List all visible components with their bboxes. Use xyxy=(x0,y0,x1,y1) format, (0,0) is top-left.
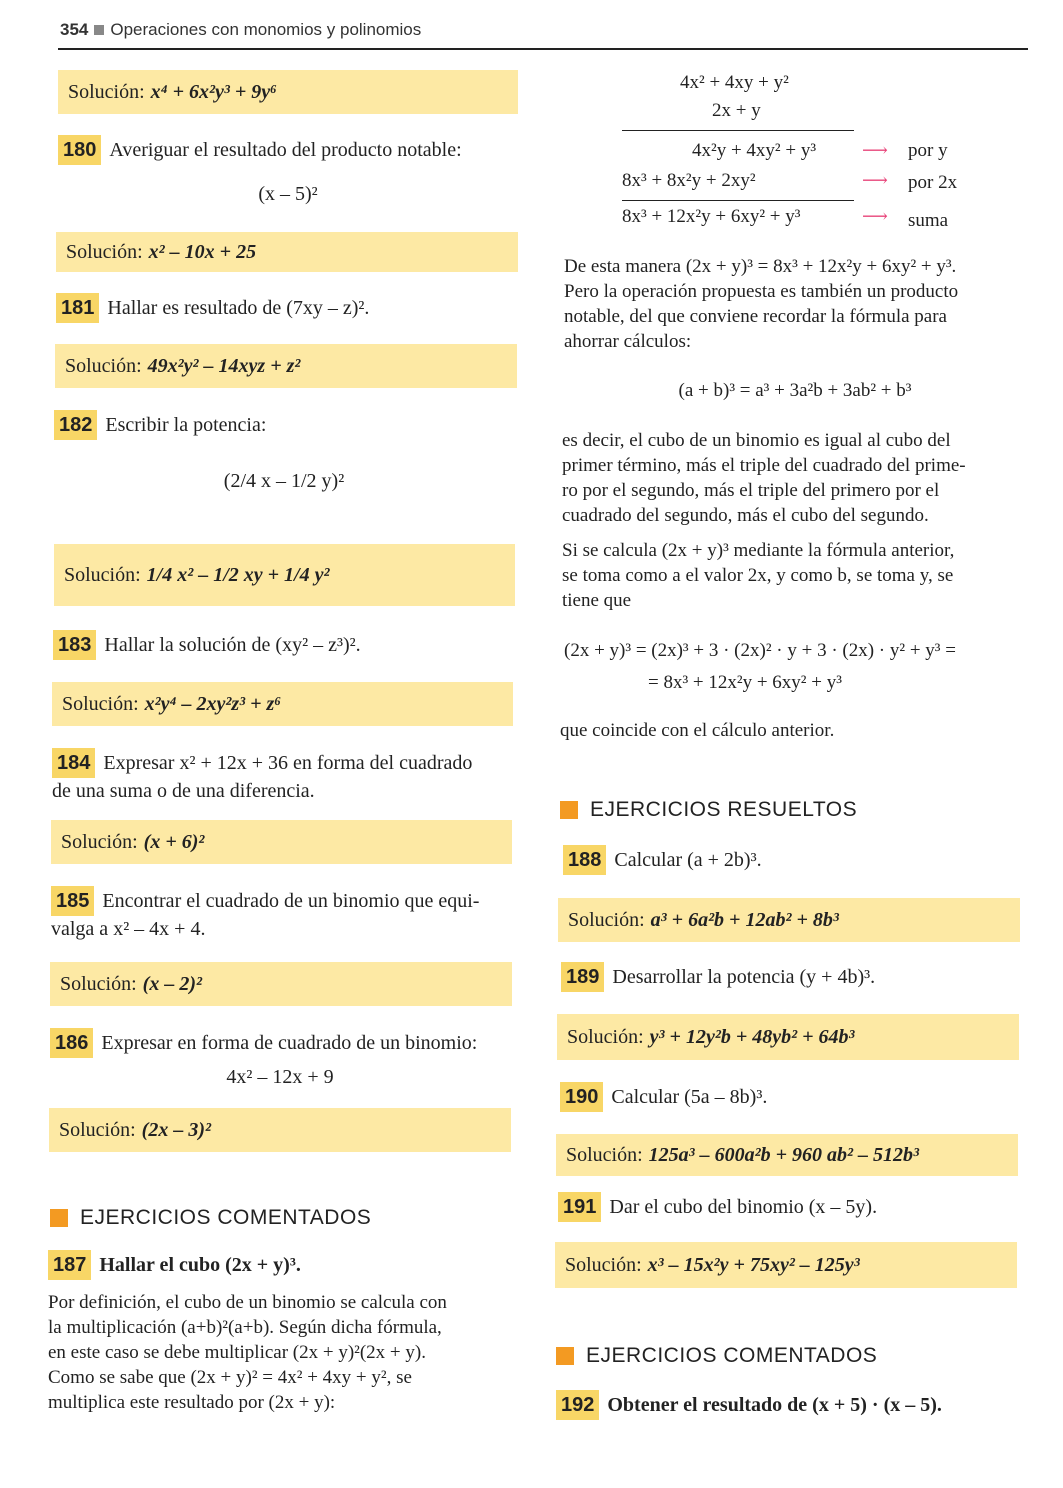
paragraph xyxy=(562,538,1024,613)
paragraph-line: primer término, más el triple del cuadrado del prime- xyxy=(562,455,966,476)
paragraph-line: la multiplicación (a+b)²(a+b). Según dicha fórmula, xyxy=(48,1317,442,1338)
solution-box xyxy=(555,1242,1017,1288)
paragraph-line: es decir, el cubo de un binomio es igual al cubo del xyxy=(562,430,951,451)
paragraph xyxy=(564,254,1026,354)
annotation: por y xyxy=(908,140,948,161)
exercise-expression: (2/4 x – 1/2 y)² xyxy=(223,470,345,492)
exercise-192 xyxy=(556,1390,1026,1420)
exercise-182 xyxy=(54,410,514,440)
solution-label: Solución: xyxy=(566,1143,643,1166)
exercise-text-continued: valga a x² – 4x + 4. xyxy=(51,918,206,940)
exercise-number: 187 xyxy=(48,1250,91,1280)
solution-box xyxy=(56,232,518,272)
exercise-number: 189 xyxy=(561,962,604,992)
solution-label: Solución: xyxy=(60,972,137,995)
solution-label: Solución: xyxy=(68,80,145,103)
exercise-number: 192 xyxy=(556,1390,599,1420)
section-title: EJERCICIOS RESUELTOS xyxy=(590,798,858,821)
exercise-number: 188 xyxy=(563,845,606,875)
paragraph-line: Si se calcula (2x + y)³ mediante la fórmula anterior, xyxy=(562,540,955,561)
sum-row: 8x³ + 12x²y + 6xy² + y³ xyxy=(622,206,801,227)
section-title: EJERCICIOS COMENTADOS xyxy=(586,1344,878,1367)
solution-box xyxy=(58,70,518,114)
solution-answer: (x + 6)² xyxy=(143,830,205,853)
solution-label: Solución: xyxy=(61,830,138,853)
exercise-183 xyxy=(53,630,513,660)
solution-box xyxy=(558,898,1020,942)
exercise-text: Hallar es resultado de (7xy – z)². xyxy=(107,297,370,319)
solution-answer: x⁴ + 6x²y³ + 9y⁶ xyxy=(150,80,278,103)
exercise-188 xyxy=(563,845,1023,875)
exercise-180 xyxy=(58,135,518,165)
exercise-text: Desarrollar la potencia (y + 4b)³. xyxy=(612,966,876,988)
solution-label: Solución: xyxy=(65,354,142,377)
exercise-number: 185 xyxy=(51,886,94,916)
arrow-icon: ⟶ xyxy=(862,140,888,160)
exercise-number: 181 xyxy=(56,293,99,323)
solution-box xyxy=(49,1108,511,1152)
exercise-text: Hallar la solución de (xy² – z³)². xyxy=(104,634,361,656)
exercise-191 xyxy=(558,1192,1018,1222)
annotation: por 2x xyxy=(908,172,958,193)
solution-answer: (2x – 3)² xyxy=(141,1118,211,1141)
exercise-186 xyxy=(50,1028,512,1058)
solution-box xyxy=(50,962,512,1006)
solution-box xyxy=(55,344,517,388)
exercise-text-continued: de una suma o de una diferencia. xyxy=(52,780,315,802)
paragraph-line: ahorrar cálculos: xyxy=(564,331,692,352)
solution-label: Solución: xyxy=(565,1253,642,1276)
solution-label: Solución: xyxy=(66,240,143,263)
annotation: suma xyxy=(908,210,949,231)
exercise-text: Encontrar el cuadrado de un binomio que equi- xyxy=(102,890,480,912)
paragraph-line: ro por el segundo, más el triple del primero por el xyxy=(562,480,940,501)
section-square-icon xyxy=(556,1347,574,1365)
paragraph-line: De esta manera (2x + y)³ = 8x³ + 12x²y + 6xy² + y³. xyxy=(564,256,957,277)
solution-answer: y³ + 12y²b + 48yb² + 64b³ xyxy=(649,1025,855,1048)
paragraph-line: en este caso se debe multiplicar (2x + y)²(2x + y). xyxy=(48,1342,426,1363)
paragraph: que coincide con el cálculo anterior. xyxy=(560,720,835,741)
solution-answer: x²y⁴ – 2xy²z³ + z⁶ xyxy=(144,692,282,715)
paragraph-line: multiplica este resultado por (2x + y): xyxy=(48,1392,336,1413)
solution-label: Solución: xyxy=(64,563,141,586)
paragraph-line: Pero la operación propuesta es también un producto xyxy=(564,281,959,302)
exercise-number: 191 xyxy=(558,1192,601,1222)
exercise-text: Dar el cubo del binomio (x – 5y). xyxy=(609,1196,878,1218)
solution-box xyxy=(52,682,513,726)
exercise-number: 190 xyxy=(560,1082,603,1112)
solution-box xyxy=(51,820,512,864)
exercise-184 xyxy=(52,748,514,804)
solution-answer: 125a³ – 600a²b + 960 ab² – 512b³ xyxy=(648,1143,920,1166)
exercise-expression: (x – 5)² xyxy=(258,183,318,205)
exercise-number: 184 xyxy=(52,748,95,778)
multiplier-row: 2x + y xyxy=(712,100,761,121)
exercise-number: 180 xyxy=(58,135,101,165)
exercise-185 xyxy=(51,886,513,942)
paragraph-line: tiene que xyxy=(562,590,632,611)
paragraph-line: notable, del que conviene recordar la fórmula para xyxy=(564,306,947,327)
section-heading xyxy=(556,1344,877,1368)
exercise-text: Expresar en forma de cuadrado de un binomio: xyxy=(101,1032,478,1054)
exercise-text: Averiguar el resultado del producto notable: xyxy=(109,139,462,161)
binomial-cube-formula: (a + b)³ = a³ + 3a²b + 3ab² + b³ xyxy=(678,380,912,401)
paragraph-line: se toma como a el valor 2x, y como b, se toma y, se xyxy=(562,565,954,586)
exercise-text: Escribir la potencia: xyxy=(105,414,267,436)
section-square-icon xyxy=(560,801,578,819)
equation-line: = 8x³ + 12x²y + 6xy² + y³ xyxy=(648,672,842,693)
exercise-title: Hallar el cubo (2x + y)³. xyxy=(99,1254,301,1276)
equation-line: (2x + y)³ = (2x)³ + 3 · (2x)² · y + 3 · (2x) · y² + y³ = xyxy=(564,640,956,661)
partial-product-row: 8x³ + 8x²y + 2xy² xyxy=(622,170,756,191)
explanation-paragraph xyxy=(48,1290,510,1415)
solution-label: Solución: xyxy=(567,1025,644,1048)
exercise-text: Calcular (5a – 8b)³. xyxy=(611,1086,768,1108)
section-title: EJERCICIOS COMENTADOS xyxy=(80,1206,372,1229)
solution-box xyxy=(54,544,515,606)
exercise-number: 182 xyxy=(54,410,97,440)
paragraph xyxy=(562,428,1024,528)
solution-box xyxy=(557,1014,1019,1060)
solution-box xyxy=(556,1134,1018,1176)
page-number: 354 xyxy=(60,20,89,39)
exercise-title: Obtener el resultado de (x + 5) · (x – 5). xyxy=(607,1394,942,1416)
exercise-text: Expresar x² + 12x + 36 en forma del cuadrado xyxy=(103,752,473,774)
exercise-190 xyxy=(560,1082,1020,1112)
exercise-187 xyxy=(48,1250,510,1280)
paragraph-line: cuadrado del segundo, más el cubo del segundo. xyxy=(562,505,929,526)
solution-label: Solución: xyxy=(568,908,645,931)
section-square-icon xyxy=(50,1209,68,1227)
solution-answer: 1/4 x² – 1/2 xy + 1/4 y² xyxy=(146,563,330,586)
arrow-icon: ⟶ xyxy=(862,206,888,226)
section-heading xyxy=(50,1206,371,1230)
page-header xyxy=(60,20,421,40)
solution-label: Solución: xyxy=(59,1118,136,1141)
header-square-icon xyxy=(94,25,104,35)
exercise-text: Calcular (a + 2b)³. xyxy=(614,849,762,871)
multiplicand-row: 4x² + 4xy + y² xyxy=(680,72,789,93)
page-title: Operaciones con monomios y polinomios xyxy=(110,20,422,39)
solution-label: Solución: xyxy=(62,692,139,715)
exercise-number: 186 xyxy=(50,1028,93,1058)
solution-answer: a³ + 6a²b + 12ab² + 8b³ xyxy=(650,908,839,931)
exercise-189 xyxy=(561,962,1021,992)
multiplication-rule xyxy=(622,200,854,201)
header-rule xyxy=(58,48,1028,50)
partial-product-row: 4x²y + 4xy² + y³ xyxy=(692,140,817,161)
paragraph-line: Como se sabe que (2x + y)² = 4x² + 4xy + y², se xyxy=(48,1367,412,1388)
exercise-expression: 4x² – 12x + 9 xyxy=(226,1066,334,1088)
solution-answer: x² – 10x + 25 xyxy=(148,240,257,263)
solution-answer: (x – 2)² xyxy=(142,972,202,995)
multiplication-rule xyxy=(622,130,854,131)
paragraph-line: Por definición, el cubo de un binomio se calcula con xyxy=(48,1292,447,1313)
solution-answer: x³ – 15x²y + 75xy² – 125y³ xyxy=(647,1253,860,1276)
section-heading xyxy=(560,798,857,822)
exercise-number: 183 xyxy=(53,630,96,660)
solution-answer: 49x²y² – 14xyz + z² xyxy=(147,354,301,377)
arrow-icon: ⟶ xyxy=(862,170,888,190)
exercise-181 xyxy=(56,293,516,323)
